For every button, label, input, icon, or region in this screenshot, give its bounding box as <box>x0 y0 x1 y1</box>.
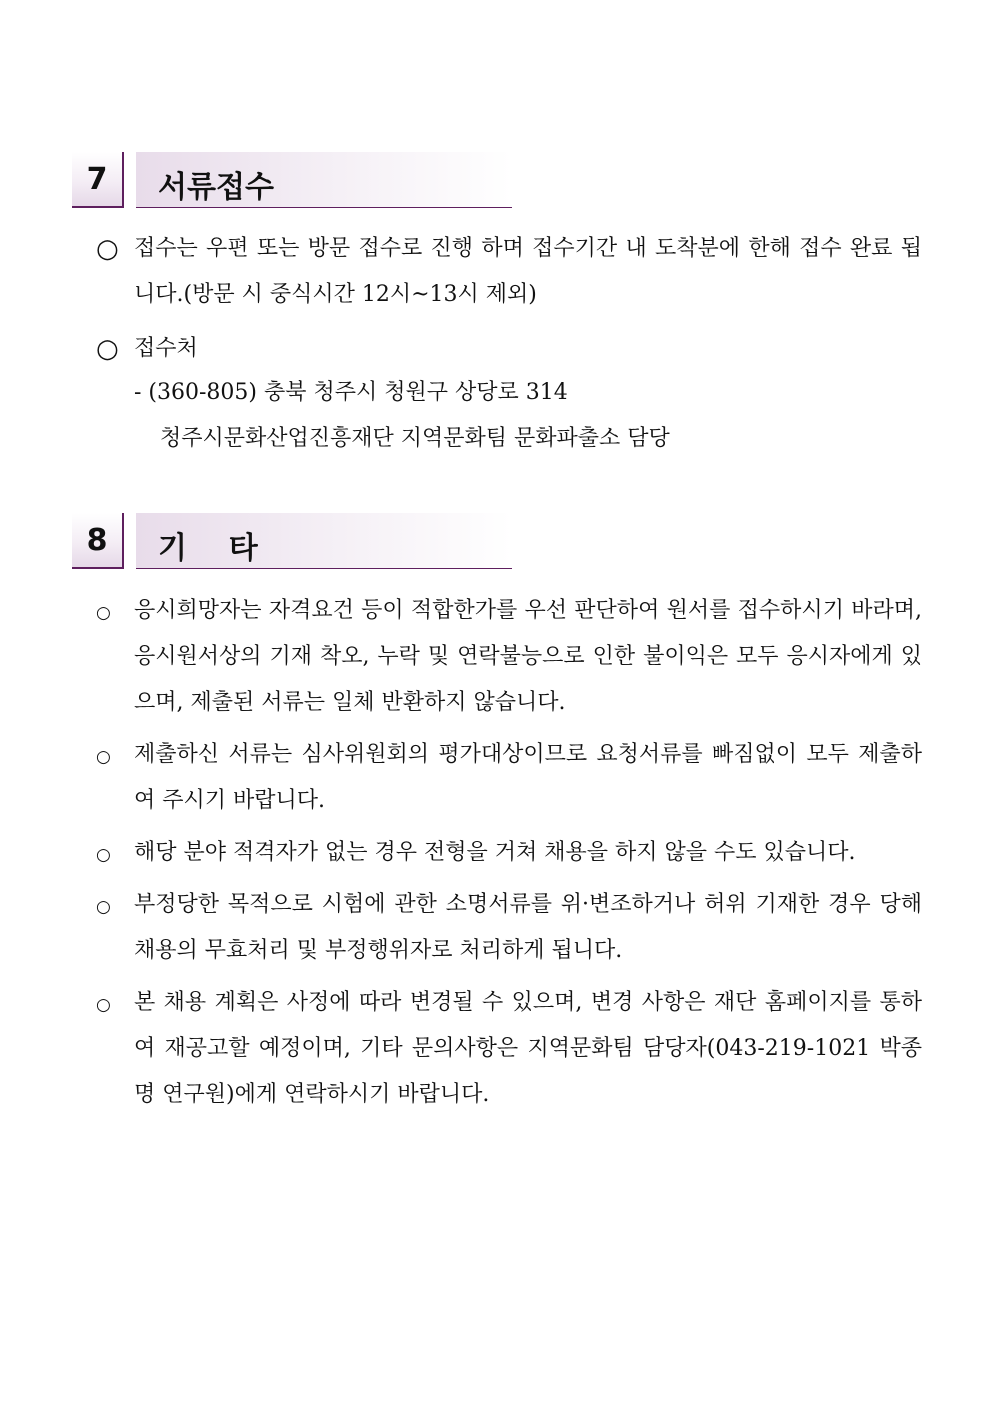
section-number: 7 <box>86 162 108 197</box>
paragraph-text: 부정당한 목적으로 시험에 관한 소명서류를 위·변조하거나 허위 기재한 경우 당해 채용의 무효처리 및 부정행위자로 처리하게 됩니다. <box>134 892 922 963</box>
section-number: 8 <box>86 523 108 558</box>
section-number-box <box>72 513 124 569</box>
circle-bullet-icon: ○ <box>96 334 119 364</box>
list-item <box>96 326 922 372</box>
paragraph-text: 접수처 <box>134 336 198 361</box>
list-item <box>96 980 922 1118</box>
paragraph-text: 접수는 우편 또는 방문 접수로 진행 하며 접수기간 내 도착분에 한해 접수 완료 됩니다.(방문 시 중식시간 12시~13시 제외) <box>134 236 922 307</box>
section-number-box <box>72 152 124 208</box>
section-title: 기 타 <box>158 531 258 566</box>
circle-bullet-icon: ○ <box>96 234 119 264</box>
section-title-box <box>136 513 512 569</box>
section-7-header <box>72 152 512 210</box>
paragraph-text: 응시희망자는 자격요건 등이 적합한가를 우선 판단하여 원서를 접수하시기 바라며, 응시원서상의 기재 착오, 누락 및 연락불능으로 인한 불이익은 모두 응시자에게 있으며, 제출된 서류는 일체 반환하지 않습니다. <box>134 598 922 715</box>
circle-bullet-icon: ○ <box>96 747 111 767</box>
list-item <box>96 830 922 876</box>
section-8-header <box>72 513 512 571</box>
office-line: 청주시문화산업진흥재단 지역문화팀 문화파출소 담당 <box>160 426 670 451</box>
list-item <box>96 882 922 974</box>
list-item <box>96 732 922 824</box>
section-title: 서류접수 <box>158 170 274 205</box>
circle-bullet-icon: ○ <box>96 603 111 623</box>
address-line: - (360-805) 충북 청주시 청원구 상당로 314 <box>134 380 568 405</box>
circle-bullet-icon: ○ <box>96 845 111 865</box>
paragraph-text: 제출하신 서류는 심사위원회의 평가대상이므로 요청서류를 빠짐없이 모두 제출하여 주시기 바랍니다. <box>134 742 922 813</box>
paragraph-text: 본 채용 계획은 사정에 따라 변경될 수 있으며, 변경 사항은 재단 홈페이지를 통하여 재공고할 예정이며, 기타 문의사항은 지역문화팀 담당자(043-219-1021 박종명 연구원)에게 연락하시기 바랍니다. <box>134 990 922 1107</box>
circle-bullet-icon: ○ <box>96 995 111 1015</box>
paragraph-text: 해당 분야 적격자가 없는 경우 전형을 거쳐 채용을 하지 않을 수도 있습니다. <box>134 840 856 865</box>
circle-bullet-icon: ○ <box>96 897 111 917</box>
list-item <box>96 588 922 726</box>
section-title-box <box>136 152 512 208</box>
list-item <box>96 226 922 318</box>
